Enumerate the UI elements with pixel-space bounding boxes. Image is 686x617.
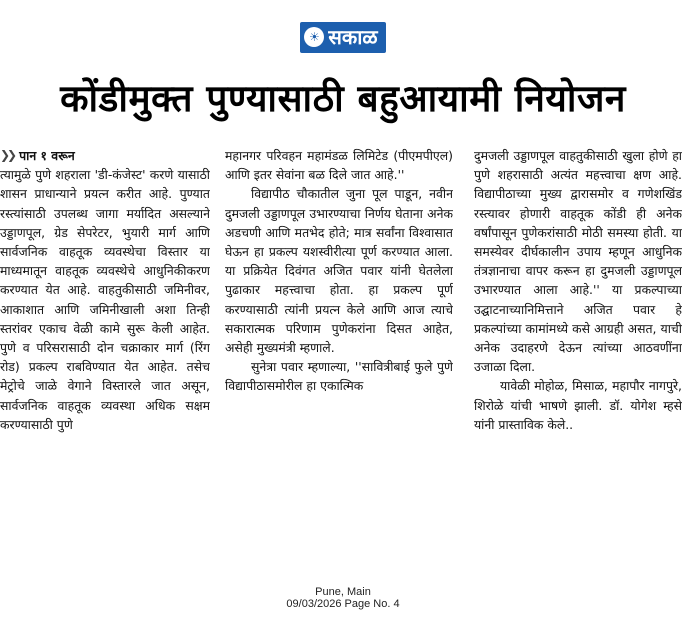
paragraph: महानगर परिवहन महामंडळ लिमिटेड (पीएमपीएल) आणि इतर सेवांना बळ दिले जात आहे.'' [225, 148, 453, 183]
paragraph: दुमजली उड्डाणपूल वाहतुकीसाठी खुला होणे हा पुणे शहरासाठी अत्यंत महत्त्वाचा क्षण आहे. विद्यापीठाच्या मुख्य द्वारासमोर व गणेशखिंड रस्त्यावर होणारी वाहतूक कोंडी ही अनेक वर्षांपासून पुणेकरांसाठी मोठी समस्या होती. या समस्येवर दीर्घकालीन उपाय म्हणून आधुनिक तंत्रज्ञानाचा वापर करून हा दुमजली उड्डाणपूल उभारण्यात आला आहे.'' या प्रकल्पाच्या उद्घाटनाच्यानिमित्ताने अजित पवार हे प्रकल्पांच्या कामांमध्ये कसे आग्रही असत, याची अनेक उदाहरणे देऊन त्यांच्या आठवणींना उजाळा दिला. [474, 148, 682, 375]
double-chevron-icon: ❯❯ [0, 148, 15, 162]
masthead [0, 22, 686, 53]
headline: कोंडीमुक्त पुण्यासाठी बहुआयामी नियोजन [60, 77, 626, 120]
paragraph: विद्यापीठ चौकातील जुना पूल पाडून, नवीन दुमजली उड्डाणपूल उभारण्याचा निर्णय घेताना अनेक अडचणी आणि मतभेद होते; मात्र सर्वांना विश्वासात घेऊन हा प्रकल्प यशस्वीरीत्या पूर्ण करण्यात आला. या प्रक्रियेत दिवंगत अजित पवार यांनी घेतलेला पुढाकार महत्त्वाचा होता. हा प्रकल्प पूर्ण करण्यासाठी त्यांनी प्रयत्न केले आणि आज त्याचे सकारात्मक परिणाम पुणेकरांना दिसत आहेत, असेही मुख्यमंत्री म्हणाले. [225, 186, 453, 356]
sun-icon: ☀ [304, 27, 324, 47]
edition-label: Pune, Main [315, 586, 371, 598]
continuation-text: पान १ वरून [19, 148, 75, 163]
paragraph: यावेळी मोहोळ, मिसाळ, महापौर नागपुरे, शिरोळे यांची भाषणे झाली. डॉ. योगेश म्हसे यांनी प्रास्ताविक केले.. [474, 378, 682, 432]
column-3 [474, 146, 682, 574]
column-1 [0, 146, 210, 574]
page-footer [0, 586, 686, 610]
article-body [0, 146, 686, 574]
continuation-label [0, 146, 210, 165]
paragraph: सुनेत्रा पवार म्हणाल्या, ''सावित्रीबाई फुले पुणे विद्यापीठासमोरील हा एकात्मिक [225, 359, 453, 394]
sakal-logo [300, 22, 385, 53]
date-page-label: 09/03/2026 Page No. 4 [286, 598, 400, 610]
column-2 [225, 146, 453, 574]
paragraph: त्यामुळे पुणे शहराला 'डी-कंजेस्ट' करणे यासाठी शासन प्राधान्याने प्रयत्न करीत आहे. पुण्यात रस्त्यांसाठी उपलब्ध जागा मर्यादित असल्याने उड्डाणपूल, ग्रेड सेपरेटर, भुयारी मार्ग आणि सार्वजनिक वाहतूक व्यवस्थेचा विस्तार या माध्यमातून वाहतूक व्यवस्थेचे आधुनिकीकरण करण्यात येत आहे. वाहतुकीसाठी जमिनीवर, आकाशात आणि जमिनीखाली अशा तिन्ही स्तरांवर एकाच वेळी कामे सुरू केली आहेत. पुणे व परिसरासाठी दोन चक्राकार मार्ग (रिंग रोड) प्रकल्प राबविण्यात येत आहेत. तसेच मेट्रोचे जाळे वेगाने विस्तारले जात असून, सार्वजनिक वाहतूक व्यवस्था अधिक सक्षम करण्यासाठी पुणे [0, 167, 210, 432]
masthead-name: सकाळ [328, 25, 378, 49]
